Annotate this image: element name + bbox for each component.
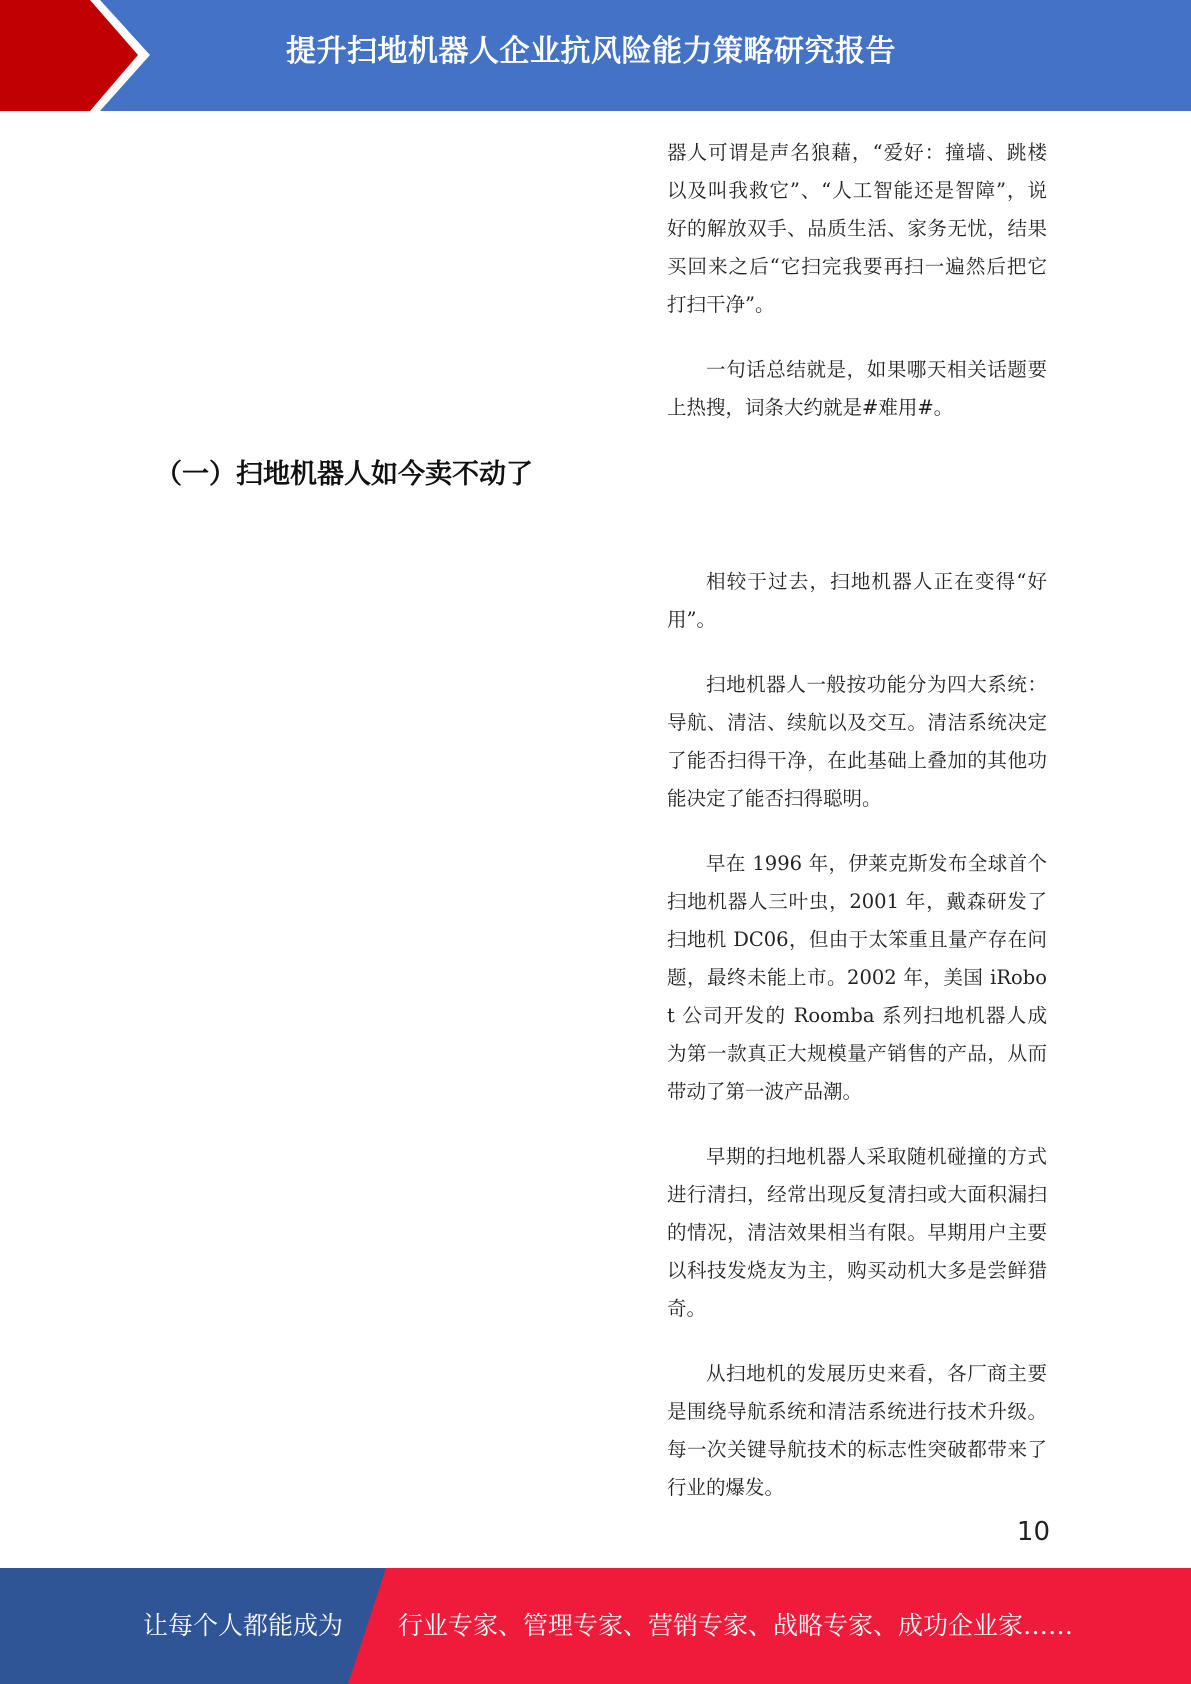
paragraph: 相较于过去，扫地机器人正在变得“好用”。 <box>667 570 1047 631</box>
paragraph: 早期的扫地机器人采取随机碰撞的方式进行清扫，经常出现反复清扫或大面积漏扫的情况，清洁效果相当有限。早期用户主要以科技发烧友为主，购买动机大多是尝鲜猎奇。 <box>667 1145 1047 1320</box>
footer-slogan-right: 行业专家、管理专家、营销专家、战略专家、成功企业家…… <box>398 1611 1074 1640</box>
paragraph: 一句话总结就是，如果哪天相关话题要上热搜，词条大约就是#难用#。 <box>667 358 1047 419</box>
body-column <box>667 134 1047 1507</box>
paragraph: 早在 1996 年，伊莱克斯发布全球首个扫地机器人三叶虫，2001 年，戴森研发了扫地机 DC06，但由于太笨重且量产存在问题，最终未能上市。2002 年，美国 iRobot 公司开发的 Roomba 系列扫地机器人成为第一款真正大规模量产销售的产品，从而带动了第一波产品潮。 <box>667 852 1047 1103</box>
header-arrow-fill <box>0 0 138 111</box>
paragraph: 器人可谓是声名狼藉，“爱好：撞墙、跳楼以及叫我救它”、“人工智能还是智障”，说好的解放双手、品质生活、家务无忧，结果买回来之后“它扫完我要再扫一遍然后把它打扫干净”。 <box>667 141 1047 316</box>
paragraph: 扫地机器人一般按功能分为四大系统：导航、清洁、续航以及交互。清洁系统决定了能否扫得干净，在此基础上叠加的其他功能决定了能否扫得聪明。 <box>667 673 1047 810</box>
footer-slogan-left: 让每个人都能成为 <box>143 1611 344 1640</box>
report-title: 提升扫地机器人企业抗风险能力策略研究报告 <box>286 34 896 69</box>
page-header <box>0 0 1191 111</box>
page-footer <box>0 1568 1191 1684</box>
header-arrow-graphic <box>0 0 200 111</box>
section-heading: （一）扫地机器人如今卖不动了 <box>155 459 533 490</box>
paragraph: 从扫地机的发展历史来看，各厂商主要是围绕导航系统和清洁系统进行技术升级。每一次关键导航技术的标志性突破都带来了行业的爆发。 <box>667 1362 1047 1499</box>
page-number: 10 <box>1016 1517 1050 1547</box>
